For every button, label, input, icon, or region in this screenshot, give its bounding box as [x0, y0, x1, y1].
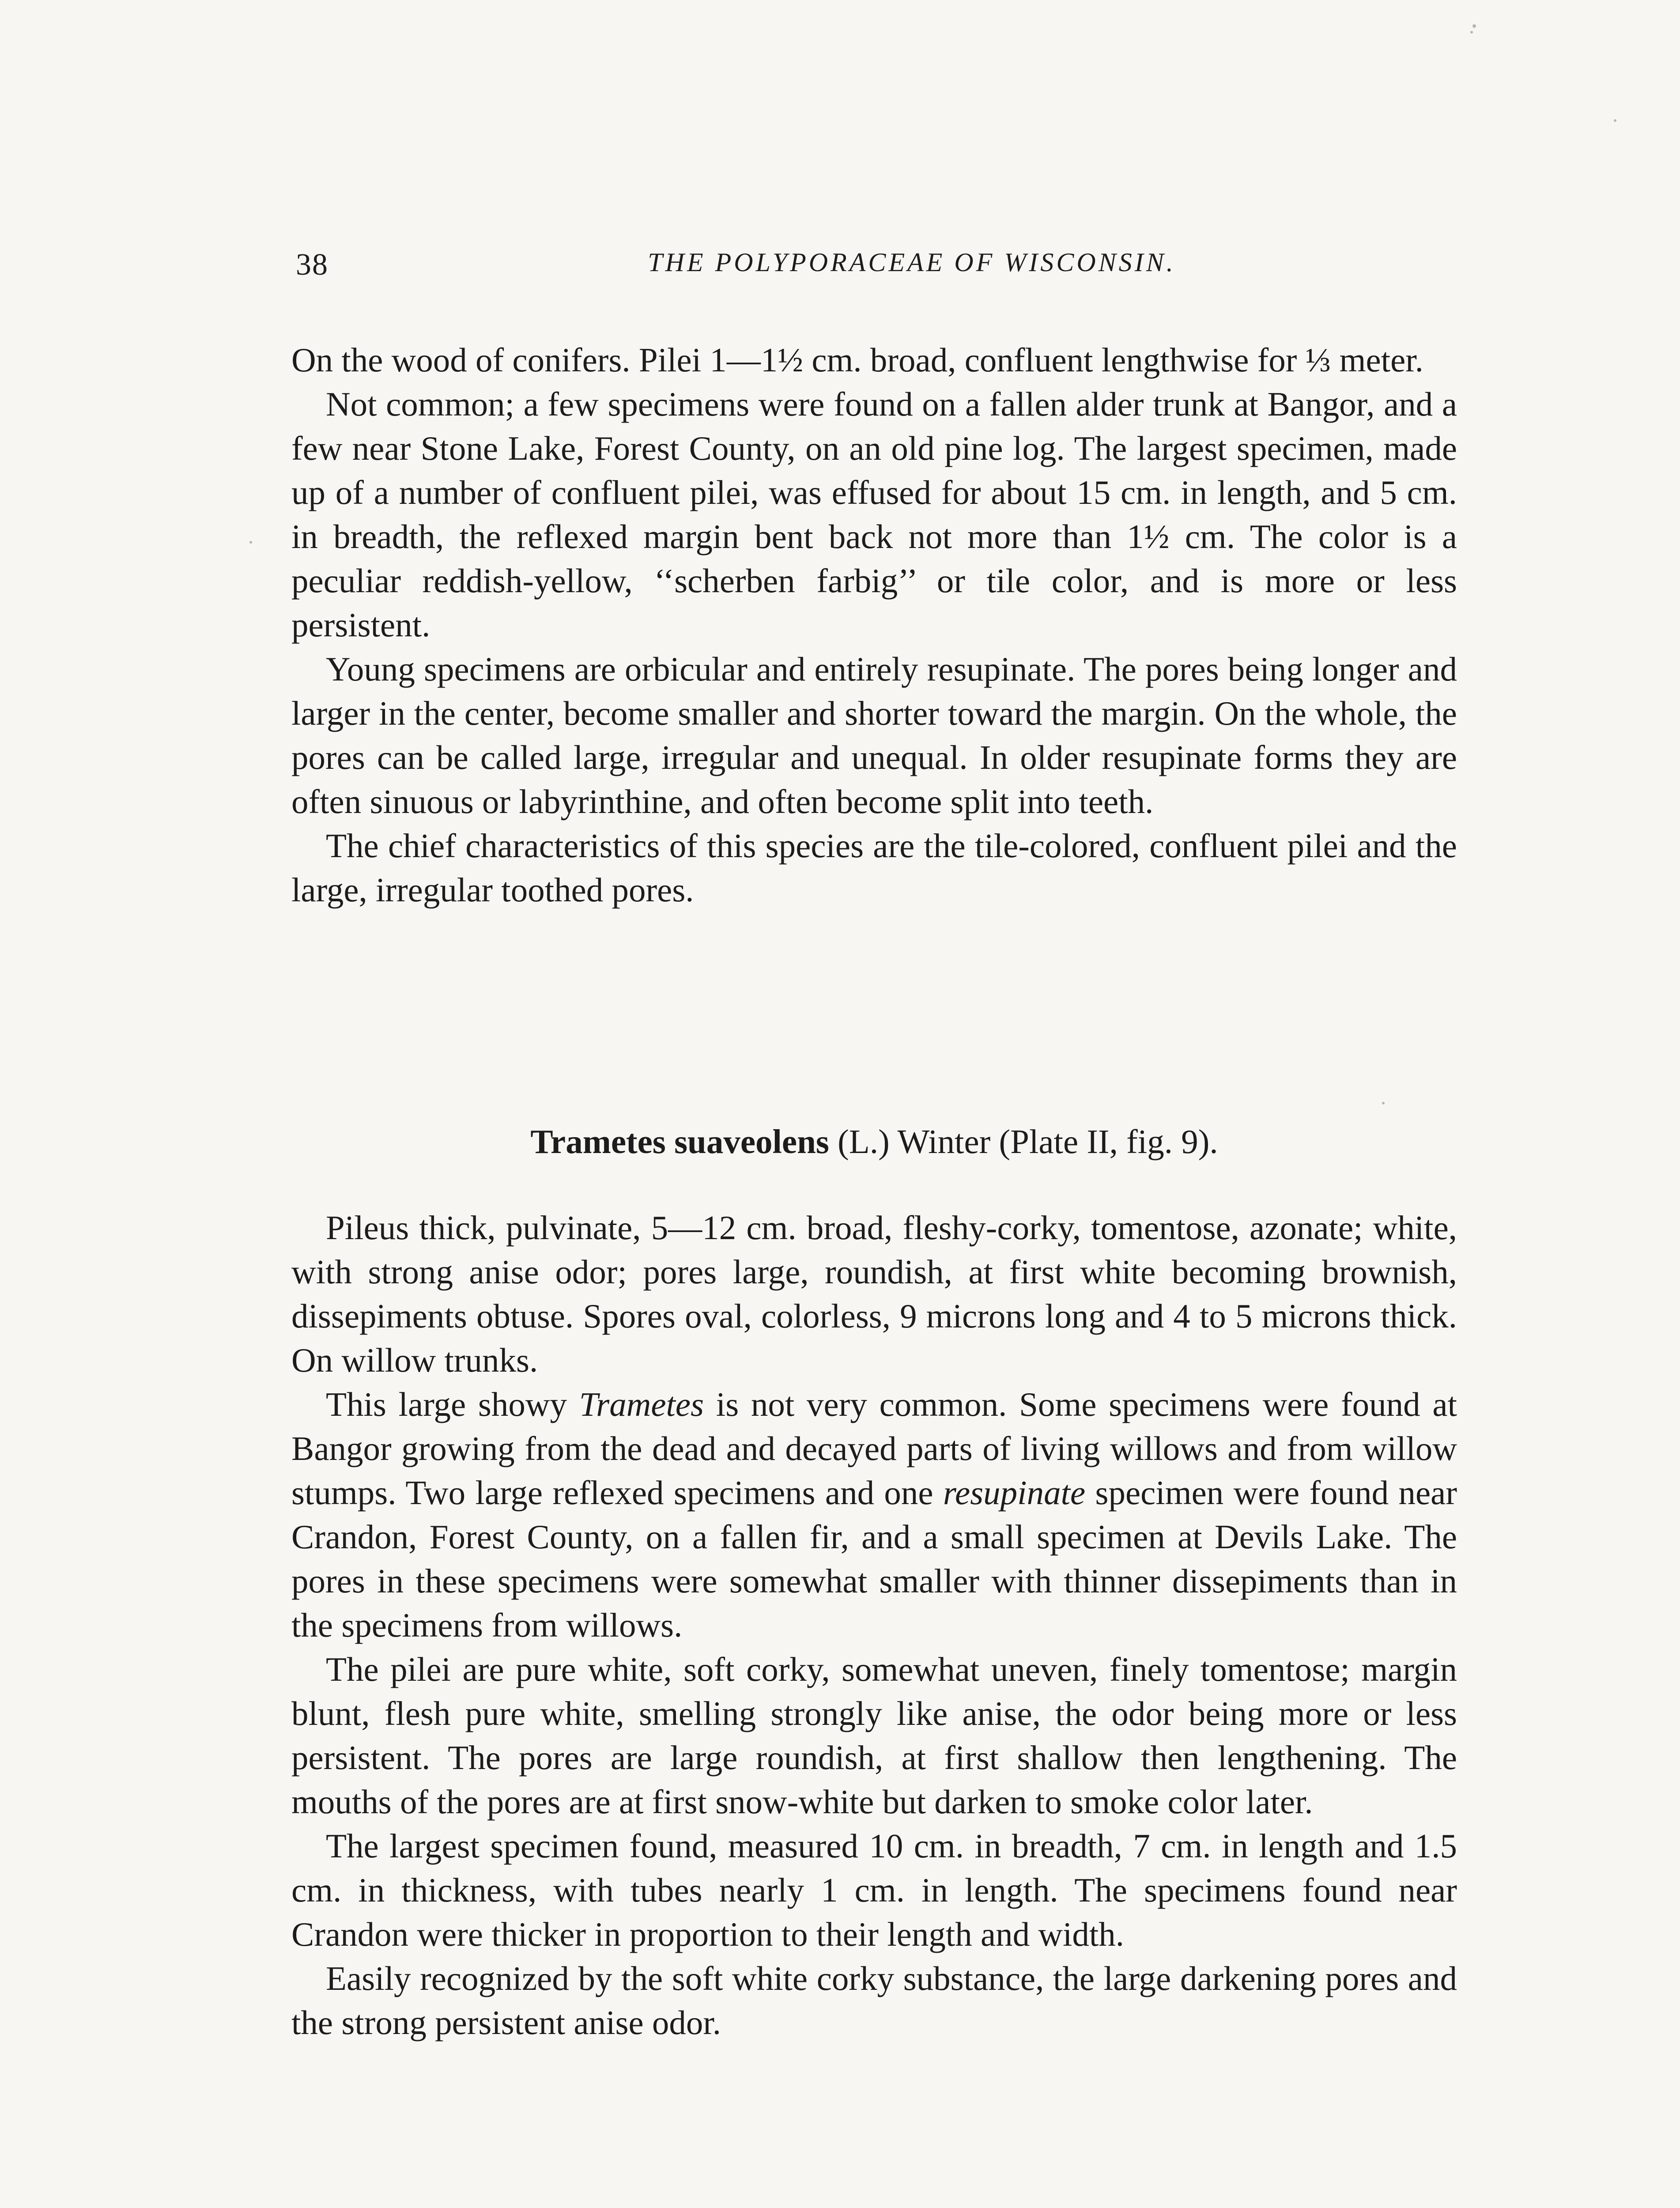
italic-term: resupinate — [943, 1474, 1086, 1512]
species-name: Trametes suaveolens — [530, 1123, 829, 1161]
running-head — [296, 247, 1466, 291]
text-run: This large showy — [326, 1385, 579, 1423]
paragraph: Young specimens are orbicular and entirely resupinate. The pores being longer and larger in the center, become smaller and shorter toward the margin. On the whole, the pores can be called large, irregular and unequal. In older resupinate forms they are often sinuous or labyrinthine, and often become split into teeth. — [291, 650, 1457, 820]
running-title: THE POLYPORACEAE OF WISCONSIN. — [648, 248, 1176, 277]
paragraph: The pilei are pure white, soft corky, somewhat uneven, finely tomentose; margin blunt, flesh pure white, smelling strongly like anise, the odor being more or less persistent. The pores are large roundish, at first shallow then lengthening. The mouths of the pores are at first snow-white but darken to smoke color later. — [291, 1650, 1457, 1821]
scan-speck — [249, 541, 252, 544]
section-1-text — [291, 338, 1457, 912]
paragraph — [291, 1382, 1457, 1647]
scan-speck — [1382, 1102, 1385, 1104]
italic-genus: Trametes — [579, 1385, 704, 1423]
scan-speck — [1614, 119, 1616, 122]
text-run: specimen were found near Crandon, Forest County, on a fallen fir, and a small specimen at Devils Lake. The pores in these specimens were somewhat smaller with thinner dissepiments than in the specimens from willows. — [291, 1474, 1457, 1644]
species-authority: (L.) Winter (Plate II, fig. 9). — [829, 1123, 1218, 1161]
scan-speck — [1470, 31, 1473, 34]
text-run: is not very common. Some specimens were found at Bangor growing from the dead and decayed parts of living willows and from willow stumps. Two large reflexed specimens and one — [291, 1385, 1457, 1512]
paragraph: Pileus thick, pulvinate, 5—12 cm. broad, fleshy-corky, tomentose, azonate; white, with strong anise odor; pores large, roundish, at first white becoming brownish, dissepiments obtuse. Spores oval, colorless, 9 microns long and 4 to 5 microns thick. On willow trunks. — [291, 1209, 1457, 1379]
paragraph: The chief characteristics of this species are the tile-colored, confluent pilei and the large, irregular toothed pores. — [291, 827, 1457, 909]
paragraph: Easily recognized by the soft white corky substance, the large darkening pores and the strong persistent anise odor. — [291, 1959, 1457, 2042]
page-number: 38 — [296, 248, 328, 282]
species-heading — [291, 1119, 1457, 1164]
paragraph: On the wood of conifers. Pilei 1—1½ cm. broad, confluent lengthwise for ⅓ meter. — [291, 341, 1423, 379]
paragraph: The largest specimen found, measured 10 cm. in breadth, 7 cm. in length and 1.5 cm. in thickness, with tubes nearly 1 cm. in length. The specimens found near Crandon were thicker in proportion to their length and width. — [291, 1827, 1457, 1953]
paragraph: Not common; a few specimens were found on a fallen alder trunk at Bangor, and a few near Stone Lake, Forest County, on an old pine log. The largest specimen, made up of a number of confluent pilei, was effused for about 15 cm. in length, and 5 cm. in breadth, the reflexed margin bent back not more than 1½ cm. The color is a peculiar reddish-yellow, ‘‘scherben farbig’’ or tile color, and is more or less persistent. — [291, 385, 1457, 644]
scan-speck — [1472, 24, 1476, 28]
section-2-text — [291, 1206, 1457, 2045]
